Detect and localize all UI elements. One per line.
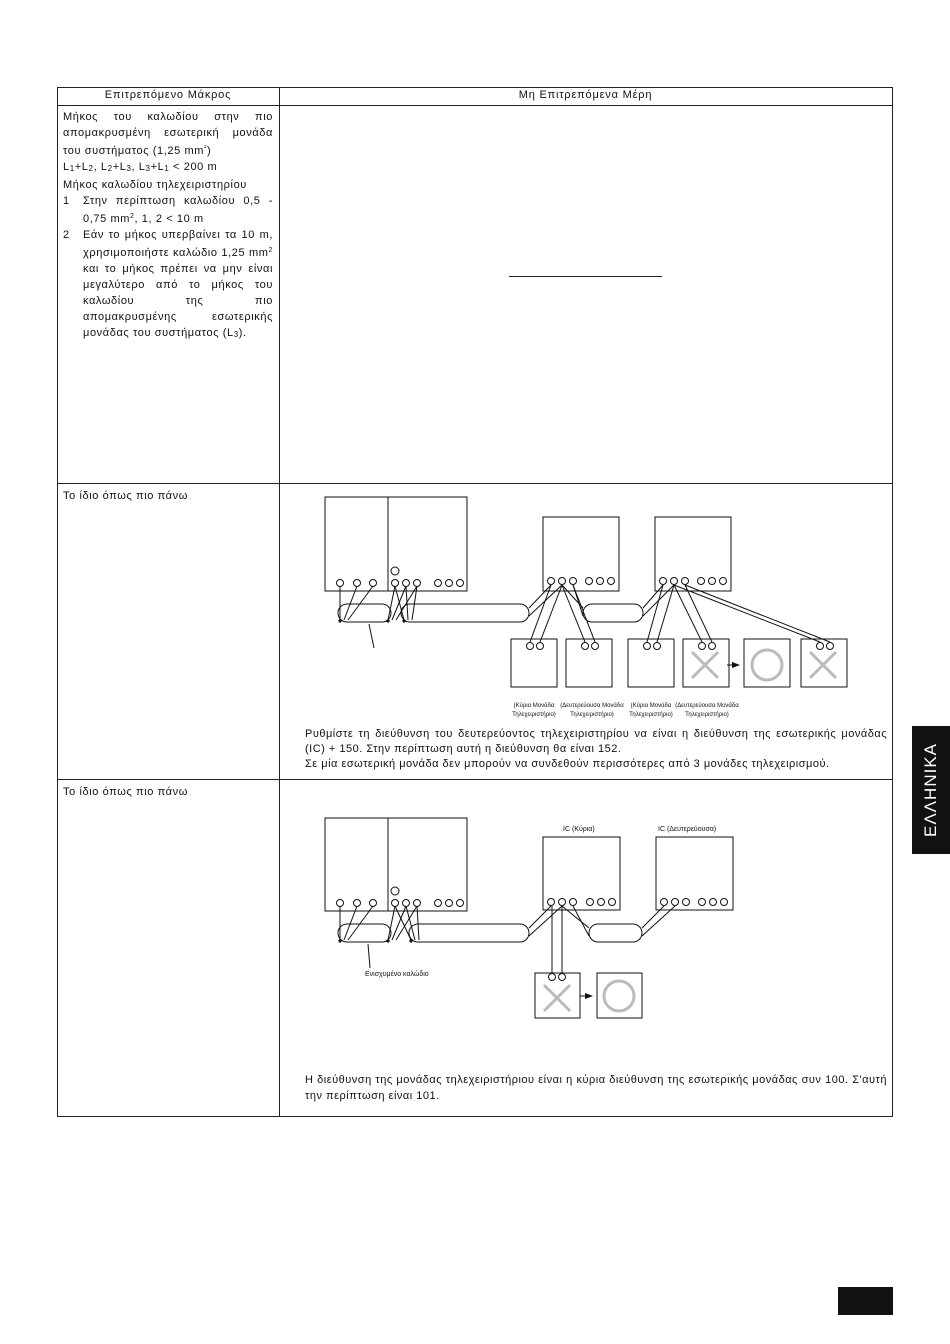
list-item: 1 Στην περίπτωση καλωδίου 0,5 - 0,75 $mm^2$, 1, 2 < 10 m	[63, 195, 273, 225]
rc4-label-b: Τηλεχειριστήριο)	[685, 712, 729, 718]
row3-wiring-diagram	[300, 810, 760, 1025]
row3-left-text: Το ίδιο όπως πιο πάνω	[63, 786, 188, 798]
rc2-label-a: (Δευτερεύουσα Μονάδα	[560, 703, 624, 709]
rc1-label-a: (Κύρια Μονάδα	[513, 703, 555, 709]
language-tab: ΕΛΛΗΝΙΚΑ	[912, 726, 950, 854]
remote-cable-title: Μήκος καλωδίου τηλεχειριστηρίου	[63, 179, 247, 191]
rc1-label-b: Τηλεχειριστήριο)	[512, 712, 556, 718]
rc3-label-b: Τηλεχειριστήριο)	[629, 712, 673, 718]
header-not-allowed: Μη Επιτρεπόμενα Μέρη	[518, 89, 653, 101]
rc3-label-a: (Κύρια Μονάδα	[630, 703, 672, 709]
list-item: 2 Εάν το μήκος υπερβαίνει τα 10 m, χρησιμοποιήστε καλώδιο 1,25 $mm^2$ και το μήκος πρέπει να μην είναι μεγαλύτερο από το μήκος του καλωδίου της πιο απομακρυσμένης εσωτερικής μονάδας του συστήματος (L3).	[63, 229, 273, 339]
rc2-label-b: Τηλεχειριστήριο)	[570, 712, 614, 718]
row3-description: Η διεύθυνση της μονάδας τηλεχειριστήριου είναι η κύρια διεύθυνση της εσωτερικής μονάδας συν 100. Σ'αυτή την περίπτωση είναι 101.	[305, 1074, 887, 1102]
rc4-label-a: (Δευτερεύουσα Μονάδα	[675, 703, 739, 709]
row2-left-text: Το ίδιο όπως πιο πάνω	[63, 490, 188, 502]
row2-wiring-diagram	[300, 490, 860, 725]
row1-left-text: Μήκος του καλωδίου στην πιο απομακρυσμένη εσωτερική μονάδα του συστήματος (1,25 $mm^{^2}$) L1+L2, L2+L3, L3+L1 < 200 m Μήκος καλωδίου τηλεχειριστηρίου 1 Στην περίπτωση καλωδίου 0,5 - 0,75 $mm^2$, 1, 2 < 10 m 2 Εάν το μήκος υπερβαίνει τα 10 m, χρησιμοποιήστε καλώδιο 1,25 $mm^2$ και το μήκος πρέπει να μην είναι μεγαλύτερο από το μήκος του καλωδίου της πιο απομακρυσμένης εσωτερικής μονάδας του συστήματος (L3).	[63, 109, 273, 343]
placeholder-line	[509, 276, 662, 277]
page-number-box	[838, 1287, 893, 1315]
ic-secondary-label: IC (Δευτερεύουσα)	[658, 826, 717, 833]
header-allowed-length: Επιτρεπόμενο Μάκρος	[104, 89, 232, 101]
reinforced-cable-label: Ενισχυμένο καλώδιο	[365, 971, 429, 978]
length-formula: L1+L2, L2+L3, L3+L1 < 200 m	[63, 161, 218, 173]
row2-description: Ρυθμίστε τη διεύθυνση του δευτερεύοντος τηλεχειριστηρίου να είναι η διεύθυνση της εσωτερικής μονάδας (IC) + 150. Στην περίπτωση αυτή η διεύθυνση θα είναι 152. Σε μία εσωτερική μονάδα δεν μπορούν να συνδεθούν περισσότερες από 3 μονάδες τηλεχειρισμού.	[305, 728, 887, 770]
ic-main-label: IC (Κύρια)	[563, 826, 595, 833]
